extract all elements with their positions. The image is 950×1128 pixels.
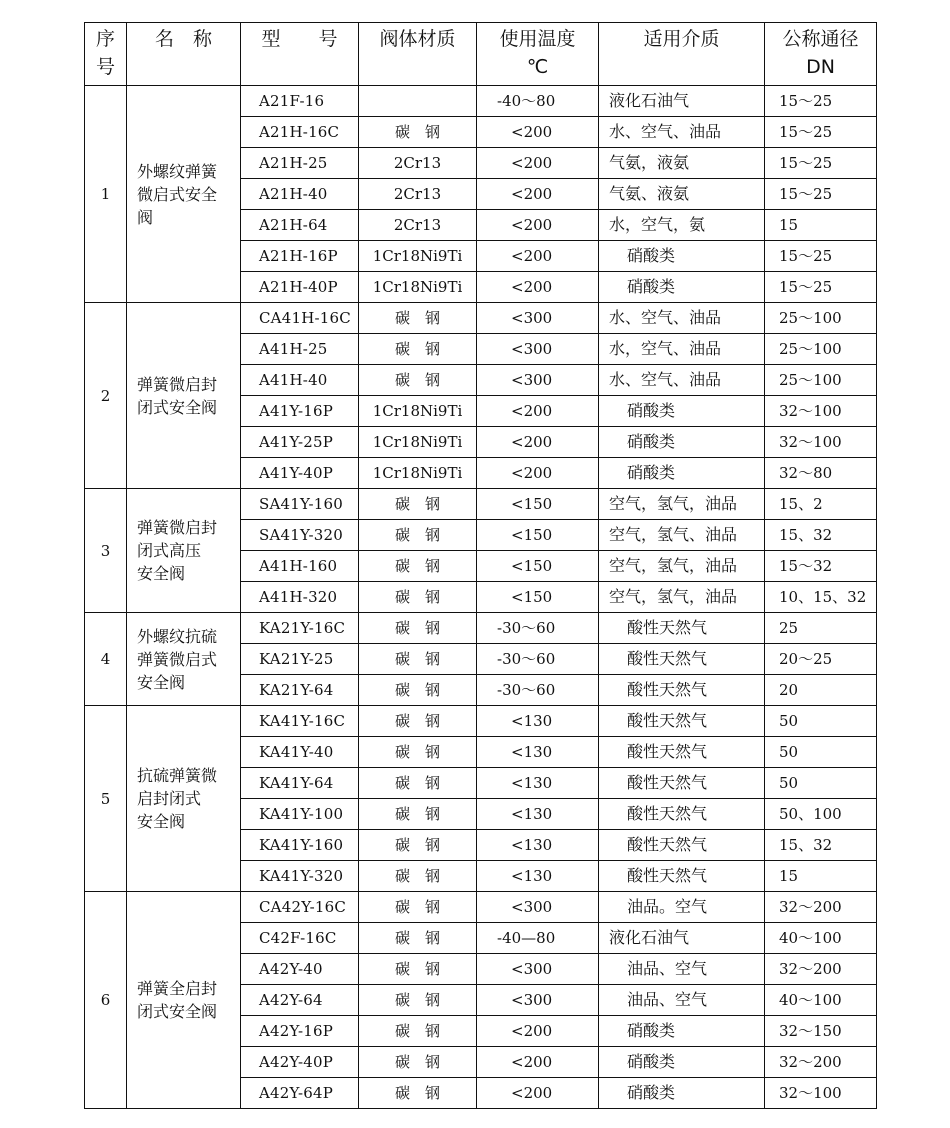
medium-cell: 空气，氢气，油品 (599, 582, 765, 613)
dn-cell: 15～25 (765, 272, 877, 303)
group-name: 外螺纹抗硫 弹簧微启式 安全阀 (137, 626, 218, 692)
group-seq: 6 (85, 892, 127, 1109)
model-cell: A42Y-40 (241, 954, 359, 985)
material-cell: 碳 钢 (359, 303, 477, 334)
model-cell: KA41Y-40 (241, 737, 359, 768)
model-cell: CA42Y-16C (241, 892, 359, 923)
temp-cell: -30～60 (477, 675, 599, 706)
model-cell: A41Y-25P (241, 427, 359, 458)
material-cell: 碳 钢 (359, 954, 477, 985)
dn-cell: 20 (765, 675, 877, 706)
medium-cell: 硝酸类 (599, 427, 765, 458)
dn-cell: 20～25 (765, 644, 877, 675)
group-name: 抗硫弹簧微 启封闭式 安全阀 (137, 766, 218, 831)
model-cell: A21F-16 (241, 86, 359, 117)
model-cell: A42Y-64 (241, 985, 359, 1016)
group-name-cell (127, 613, 241, 706)
material-cell (359, 86, 477, 117)
dn-cell: 25～100 (765, 334, 877, 365)
temp-cell: <200 (477, 241, 599, 272)
material-cell: 碳 钢 (359, 582, 477, 613)
temp-cell: <130 (477, 799, 599, 830)
dn-cell: 15、32 (765, 830, 877, 861)
temp-cell: <200 (477, 427, 599, 458)
material-cell: 1Cr18Ni9Ti (359, 241, 477, 272)
dn-cell: 15～32 (765, 551, 877, 582)
temp-cell: <300 (477, 985, 599, 1016)
model-cell: A21H-40P (241, 272, 359, 303)
model-cell: C42F-16C (241, 923, 359, 954)
temp-cell: <130 (477, 706, 599, 737)
medium-cell: 酸性天然气 (599, 644, 765, 675)
medium-cell: 酸性天然气 (599, 613, 765, 644)
medium-cell: 油品、空气 (599, 985, 765, 1016)
table-body (85, 86, 877, 1109)
temp-cell: <130 (477, 768, 599, 799)
medium-cell: 硝酸类 (599, 1078, 765, 1109)
medium-cell: 空气，氢气，油品 (599, 551, 765, 582)
material-cell: 碳 钢 (359, 675, 477, 706)
model-cell: A42Y-40P (241, 1047, 359, 1078)
header-material: 阀体材质 (359, 23, 477, 86)
medium-cell: 酸性天然气 (599, 675, 765, 706)
dn-cell: 32～150 (765, 1016, 877, 1047)
material-cell: 碳 钢 (359, 892, 477, 923)
model-cell: A21H-16C (241, 117, 359, 148)
model-cell: A42Y-64P (241, 1078, 359, 1109)
medium-cell: 酸性天然气 (599, 737, 765, 768)
medium-cell: 硝酸类 (599, 396, 765, 427)
temp-cell: -40～80 (477, 86, 599, 117)
medium-cell: 硝酸类 (599, 1016, 765, 1047)
material-cell: 碳 钢 (359, 520, 477, 551)
model-cell: A42Y-16P (241, 1016, 359, 1047)
medium-cell: 气氨，液氨 (599, 148, 765, 179)
temp-cell: <300 (477, 334, 599, 365)
material-cell: 碳 钢 (359, 1016, 477, 1047)
group-name-cell (127, 303, 241, 489)
safety-valve-table (84, 22, 877, 1109)
model-cell: KA41Y-16C (241, 706, 359, 737)
temp-cell: <200 (477, 458, 599, 489)
temp-cell: <200 (477, 1047, 599, 1078)
material-cell: 碳 钢 (359, 706, 477, 737)
dn-cell: 25 (765, 613, 877, 644)
table-row (85, 489, 877, 520)
temp-cell: <200 (477, 1078, 599, 1109)
group-name: 弹簧全启封 闭式安全阀 (137, 979, 218, 1021)
group-seq: 5 (85, 706, 127, 892)
temp-cell: <150 (477, 551, 599, 582)
material-cell: 1Cr18Ni9Ti (359, 458, 477, 489)
model-cell: KA21Y-64 (241, 675, 359, 706)
model-cell: KA41Y-160 (241, 830, 359, 861)
dn-cell: 15～25 (765, 179, 877, 210)
dn-cell: 25～100 (765, 303, 877, 334)
material-cell: 碳 钢 (359, 489, 477, 520)
temp-cell: <300 (477, 303, 599, 334)
medium-cell: 水，空气，氨 (599, 210, 765, 241)
medium-cell: 水、空气、油品 (599, 365, 765, 396)
model-cell: A21H-64 (241, 210, 359, 241)
dn-cell: 40～100 (765, 923, 877, 954)
header-medium: 适用介质 (599, 23, 765, 86)
material-cell: 碳 钢 (359, 861, 477, 892)
model-cell: KA41Y-100 (241, 799, 359, 830)
temp-cell: <150 (477, 489, 599, 520)
dn-cell: 32～100 (765, 396, 877, 427)
model-cell: A41H-40 (241, 365, 359, 396)
material-cell: 1Cr18Ni9Ti (359, 427, 477, 458)
material-cell: 碳 钢 (359, 644, 477, 675)
header-model: 型 号 (241, 23, 359, 86)
group-name-cell (127, 489, 241, 613)
medium-cell: 酸性天然气 (599, 799, 765, 830)
dn-cell: 50 (765, 768, 877, 799)
material-cell: 碳 钢 (359, 551, 477, 582)
temp-cell: <130 (477, 861, 599, 892)
table-row (85, 706, 877, 737)
material-cell: 碳 钢 (359, 613, 477, 644)
material-cell: 碳 钢 (359, 1078, 477, 1109)
model-cell: SA41Y-320 (241, 520, 359, 551)
medium-cell: 水、空气、油品 (599, 303, 765, 334)
dn-cell: 15～25 (765, 148, 877, 179)
model-cell: A21H-25 (241, 148, 359, 179)
temp-cell: <200 (477, 272, 599, 303)
medium-cell: 空气，氢气，油品 (599, 489, 765, 520)
material-cell: 碳 钢 (359, 334, 477, 365)
header-row (85, 23, 877, 86)
material-cell: 碳 钢 (359, 830, 477, 861)
material-cell: 碳 钢 (359, 737, 477, 768)
material-cell: 碳 钢 (359, 799, 477, 830)
medium-cell: 硝酸类 (599, 1047, 765, 1078)
temp-cell: <150 (477, 582, 599, 613)
medium-cell: 油品、空气 (599, 954, 765, 985)
material-cell: 碳 钢 (359, 1047, 477, 1078)
material-cell: 碳 钢 (359, 923, 477, 954)
temp-cell: <200 (477, 117, 599, 148)
group-name-cell (127, 706, 241, 892)
medium-cell: 酸性天然气 (599, 861, 765, 892)
material-cell: 1Cr18Ni9Ti (359, 396, 477, 427)
medium-cell: 油品。空气 (599, 892, 765, 923)
temp-cell: <300 (477, 954, 599, 985)
temp-cell: <200 (477, 179, 599, 210)
group-name: 弹簧微启封 闭式高压 安全阀 (137, 518, 218, 583)
medium-cell: 液化石油气 (599, 86, 765, 117)
temp-cell: <200 (477, 1016, 599, 1047)
medium-cell: 硝酸类 (599, 272, 765, 303)
model-cell: A21H-16P (241, 241, 359, 272)
temp-cell: <300 (477, 365, 599, 396)
model-cell: A21H-40 (241, 179, 359, 210)
model-cell: A41Y-40P (241, 458, 359, 489)
temp-cell: <130 (477, 830, 599, 861)
header-temp: 使用温度 ℃ (477, 23, 599, 86)
dn-cell: 15～25 (765, 241, 877, 272)
valve-spec-document (84, 22, 876, 1109)
temp-cell: <150 (477, 520, 599, 551)
material-cell: 碳 钢 (359, 365, 477, 396)
dn-cell: 15、32 (765, 520, 877, 551)
model-cell: KA41Y-320 (241, 861, 359, 892)
medium-cell: 硝酸类 (599, 458, 765, 489)
dn-cell: 15 (765, 861, 877, 892)
temp-cell: <200 (477, 396, 599, 427)
model-cell: KA41Y-64 (241, 768, 359, 799)
temp-cell: -40—80 (477, 923, 599, 954)
medium-cell: 空气，氢气、油品 (599, 520, 765, 551)
dn-cell: 32～100 (765, 1078, 877, 1109)
dn-cell: 32～200 (765, 1047, 877, 1078)
medium-cell: 硝酸类 (599, 241, 765, 272)
group-name: 弹簧微启封 闭式安全阀 (137, 374, 218, 417)
table-row (85, 892, 877, 923)
material-cell: 碳 钢 (359, 768, 477, 799)
dn-cell: 15～25 (765, 86, 877, 117)
material-cell: 碳 钢 (359, 117, 477, 148)
group-seq: 4 (85, 613, 127, 706)
temp-cell: -30～60 (477, 644, 599, 675)
dn-cell: 15～25 (765, 117, 877, 148)
table-row (85, 613, 877, 644)
dn-cell: 40～100 (765, 985, 877, 1016)
medium-cell: 水、空气、油品 (599, 117, 765, 148)
temp-cell: <130 (477, 737, 599, 768)
medium-cell: 气氨、液氨 (599, 179, 765, 210)
material-cell: 1Cr18Ni9Ti (359, 272, 477, 303)
medium-cell: 酸性天然气 (599, 706, 765, 737)
dn-cell: 15、2 (765, 489, 877, 520)
dn-cell: 32～100 (765, 427, 877, 458)
material-cell: 2Cr13 (359, 210, 477, 241)
dn-cell: 32～200 (765, 954, 877, 985)
temp-cell: <300 (477, 892, 599, 923)
header-dn: 公称通径 DN (765, 23, 877, 86)
model-cell: KA21Y-25 (241, 644, 359, 675)
model-cell: A41Y-16P (241, 396, 359, 427)
medium-cell: 液化石油气 (599, 923, 765, 954)
temp-cell: <200 (477, 210, 599, 241)
medium-cell: 水，空气、油品 (599, 334, 765, 365)
temp-cell: <200 (477, 148, 599, 179)
medium-cell: 酸性天然气 (599, 768, 765, 799)
dn-cell: 50 (765, 737, 877, 768)
material-cell: 2Cr13 (359, 179, 477, 210)
medium-cell: 酸性天然气 (599, 830, 765, 861)
group-name: 外螺纹弹簧 微启式安全 阀 (137, 161, 218, 227)
dn-cell: 32～80 (765, 458, 877, 489)
model-cell: CA41H-16C (241, 303, 359, 334)
table-row (85, 303, 877, 334)
material-cell: 碳 钢 (359, 985, 477, 1016)
model-cell: A41H-320 (241, 582, 359, 613)
dn-cell: 50 (765, 706, 877, 737)
dn-cell: 15 (765, 210, 877, 241)
group-seq: 3 (85, 489, 127, 613)
material-cell: 2Cr13 (359, 148, 477, 179)
group-seq: 1 (85, 86, 127, 303)
model-cell: A41H-25 (241, 334, 359, 365)
table-row (85, 86, 877, 117)
model-cell: KA21Y-16C (241, 613, 359, 644)
group-seq: 2 (85, 303, 127, 489)
group-name-cell (127, 892, 241, 1109)
dn-cell: 50、100 (765, 799, 877, 830)
dn-cell: 25～100 (765, 365, 877, 396)
temp-cell: -30～60 (477, 613, 599, 644)
group-name-cell (127, 86, 241, 303)
header-name: 名 称 (127, 23, 241, 86)
dn-cell: 32～200 (765, 892, 877, 923)
dn-cell: 10、15、32 (765, 582, 877, 613)
header-seq: 序 号 (85, 23, 127, 86)
model-cell: SA41Y-160 (241, 489, 359, 520)
model-cell: A41H-160 (241, 551, 359, 582)
